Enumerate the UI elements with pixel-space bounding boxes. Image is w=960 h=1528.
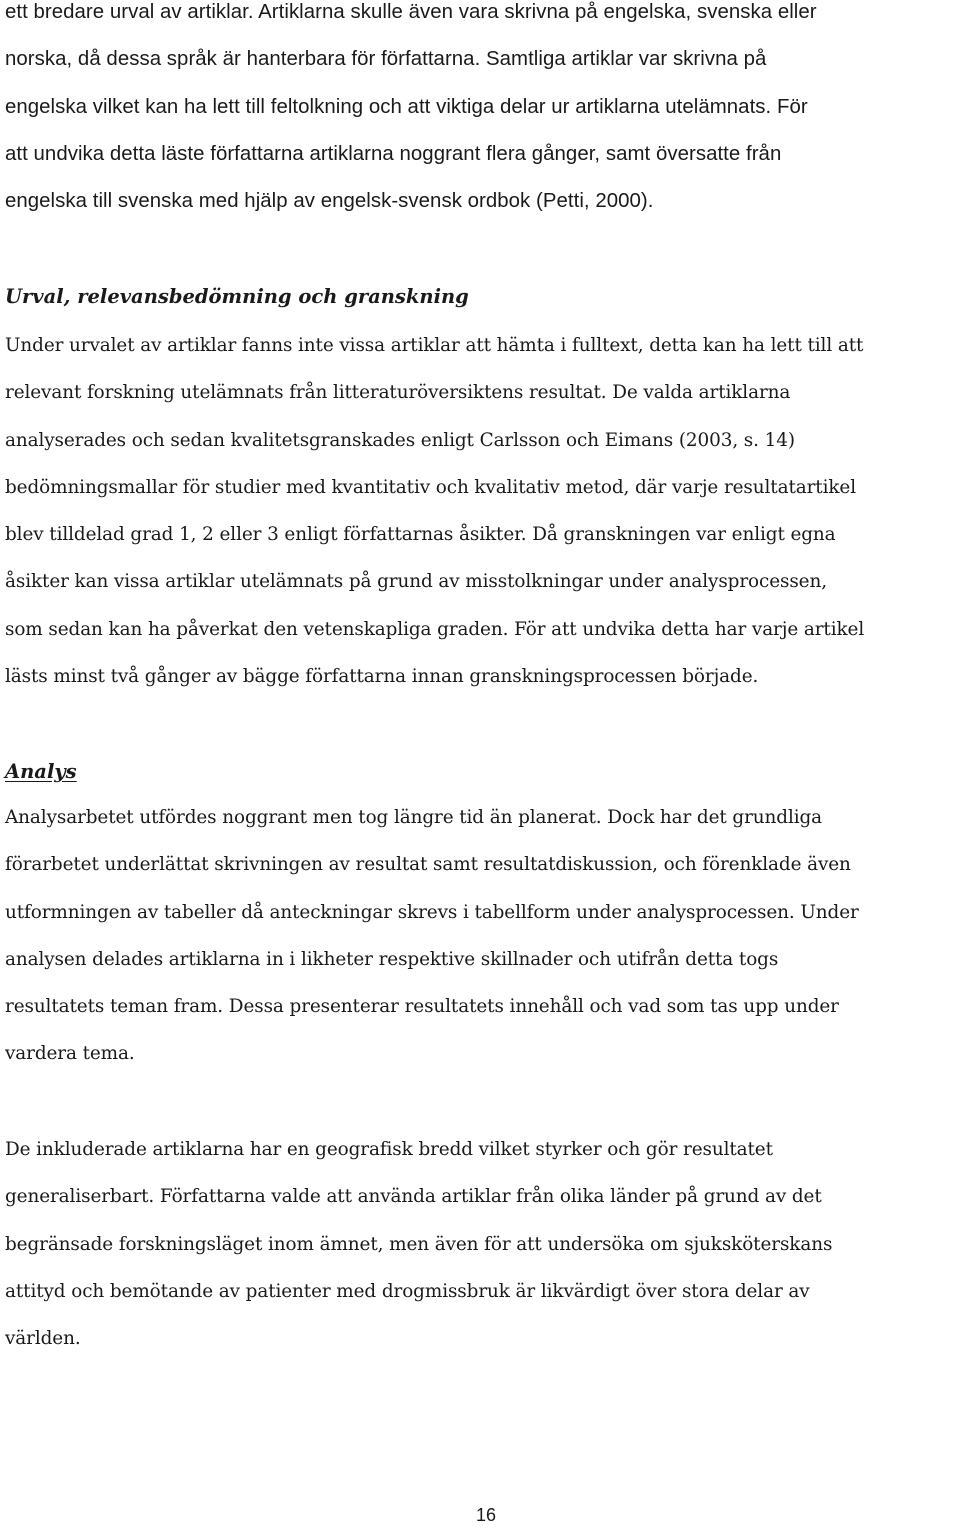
intro-paragraph [5, 0, 817, 225]
geography-line: världen. [5, 1328, 81, 1350]
urval-paragraph [5, 322, 864, 700]
analys-line: Analysarbetet utfördes noggrant men tog längre tid än planerat. Dock har det grundliga [5, 807, 823, 828]
intro-line: engelska till svenska med hjälp av engelsk-svensk ordbok (Petti, 2000). [5, 190, 654, 213]
urval-line: som sedan kan ha påverkat den vetenskapliga graden. För att undvika detta har varje artikel [5, 618, 865, 640]
intro-line: att undvika detta läste författarna artiklarna noggrant flera gånger, samt översatte från [5, 142, 782, 165]
urval-line: åsikter kan vissa artiklar utelämnats på grund av misstolkningar under analysprocessen, [5, 571, 827, 593]
intro-line: engelska vilket kan ha lett till feltolkning och att viktiga delar ur artiklarna utelämnats. För [5, 95, 808, 118]
geography-line: attityd och bemötande av patienter med drogmissbruk är likvärdigt över stora delar av [5, 1280, 810, 1302]
analys-line: vardera tema. [5, 1043, 135, 1065]
urval-line: lästs minst två gånger av bägge författarna innan granskningsprocessen började. [5, 666, 759, 688]
urval-line: relevant forskning utelämnats från litteraturöversiktens resultat. De valda artiklarna [5, 382, 791, 404]
section-heading-analys: Analys [5, 760, 77, 783]
geography-line: De inkluderade artiklarna har en geografisk bredd vilket styrker och gör resultatet [5, 1139, 773, 1160]
urval-line: analyserades och sedan kvalitetsgranskades enligt Carlsson och Eimans (2003, s. 14) [5, 429, 795, 451]
analys-line: resultatets teman fram. Dessa presenterar resultatets innehåll och vad som tas upp under [5, 996, 839, 1018]
urval-line: Under urvalet av artiklar fanns inte vissa artiklar att hämta i fulltext, detta kan ha lett till att [5, 335, 864, 356]
geography-paragraph [5, 1126, 832, 1362]
analys-paragraph [5, 794, 859, 1078]
analys-line: analysen delades artiklarna in i likheter respektive skillnader och utifrån detta togs [5, 948, 779, 970]
analys-line: utformningen av tabeller då anteckningar skrevs i tabellform under analysprocessen. Under [5, 901, 859, 923]
intro-line: norska, då dessa språk är hanterbara för författarna. Samtliga artiklar var skrivna på [5, 48, 767, 71]
geography-line: generaliserbart. Författarna valde att använda artiklar från olika länder på grund av det [5, 1186, 822, 1208]
page-number: 16 [475, 1505, 497, 1525]
geography-line: begränsade forskningsläget inom ämnet, men även för att undersöka om sjuksköterskans [5, 1233, 833, 1255]
intro-line: ett bredare urval av artiklar. Artiklarna skulle även vara skrivna på engelska, svenska eller [5, 1, 817, 23]
section-heading-urval: Urval, relevansbedömning och granskning [5, 285, 469, 308]
analys-line: förarbetet underlättat skrivningen av resultat samt resultatdiskussion, och förenklade även [5, 854, 851, 876]
urval-line: blev tilldelad grad 1, 2 eller 3 enligt författarnas åsikter. Då granskningen var enligt egna [5, 524, 836, 546]
urval-line: bedömningsmallar för studier med kvantitativ och kvalitativ metod, där varje resultatartikel [5, 476, 856, 498]
